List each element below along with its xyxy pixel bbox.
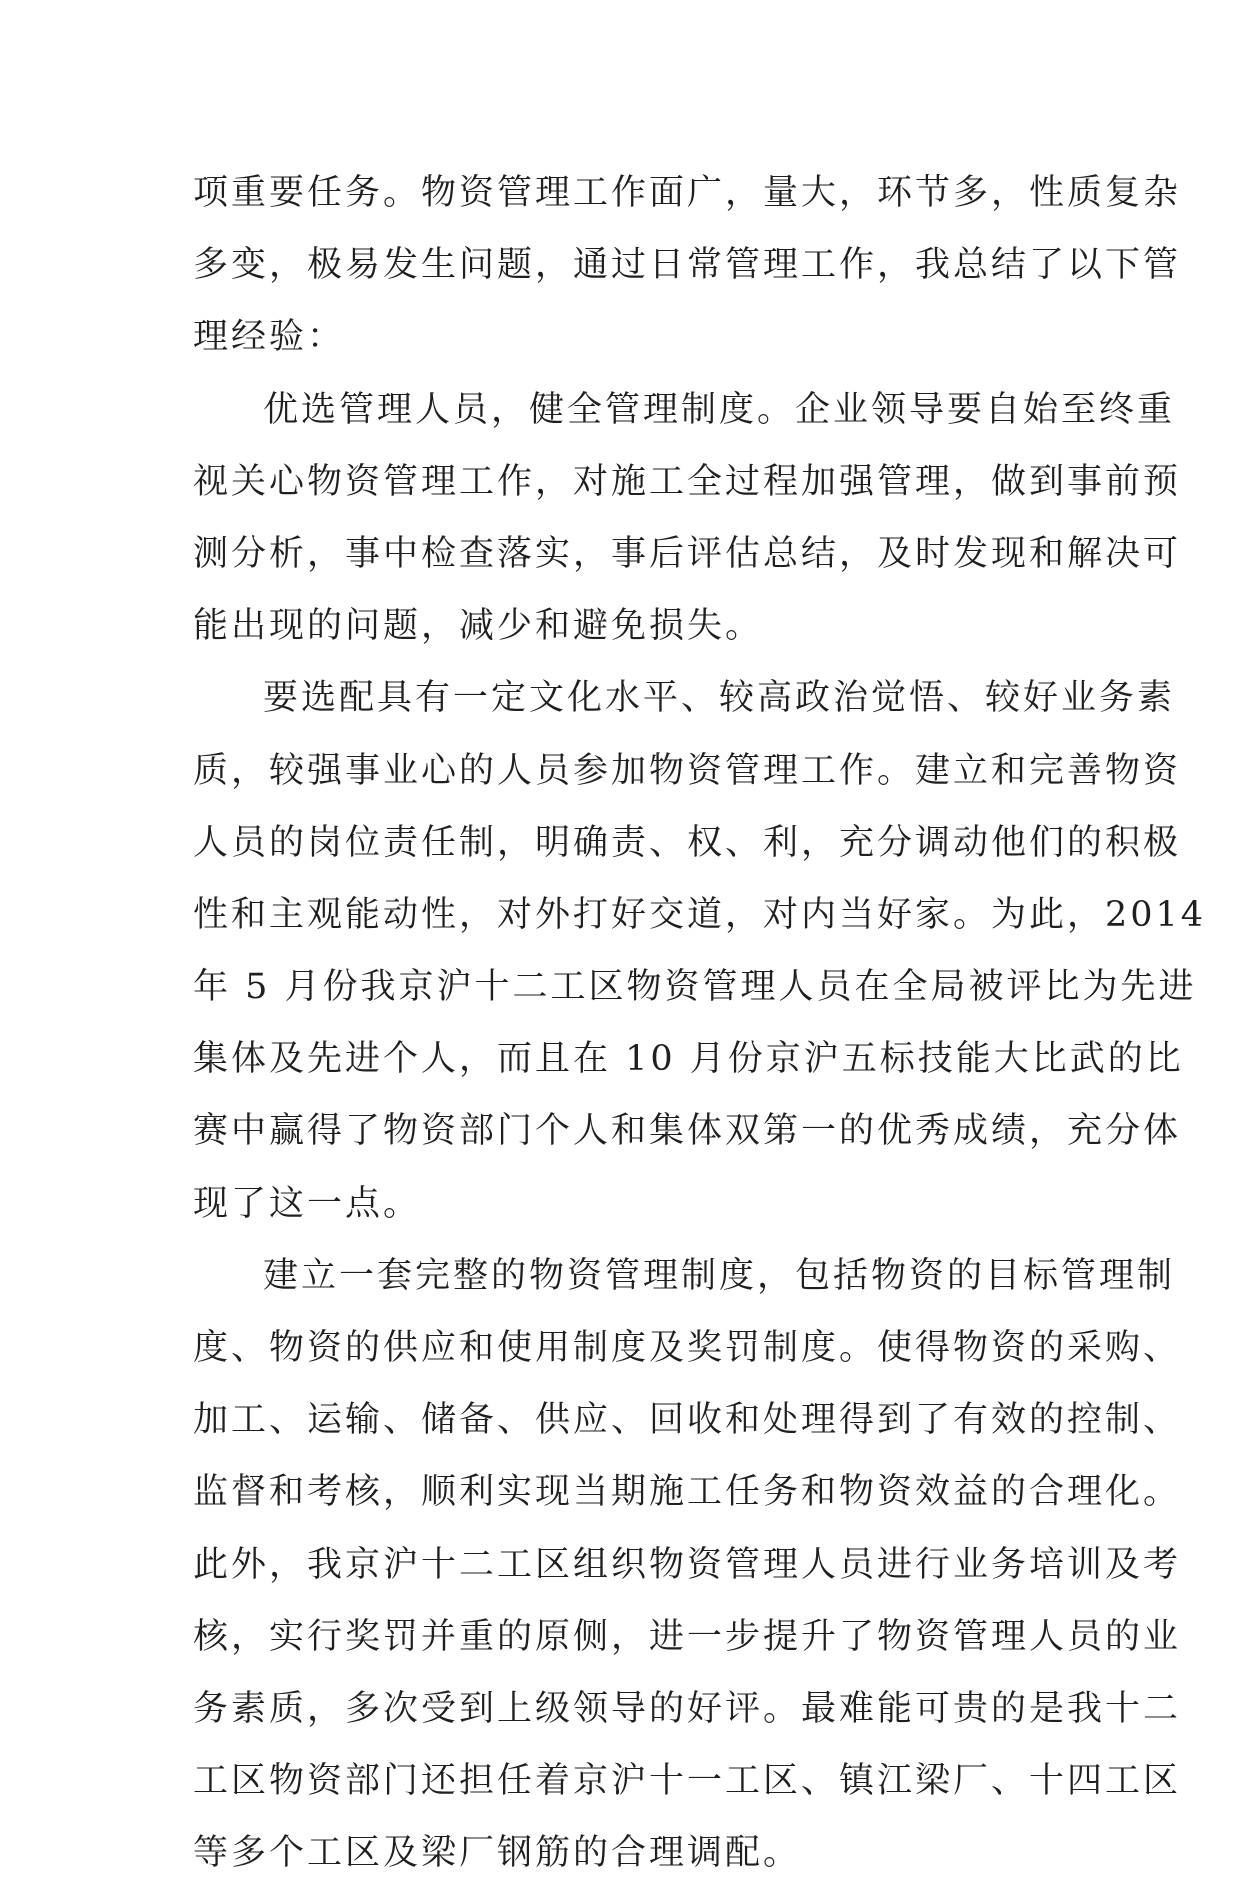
text-line: 核，实行奖罚并重的原侧，进一步提升了物资管理人员的业 bbox=[193, 1616, 1182, 1657]
text-line: 测分析，事中检查落实，事后评估总结，及时发现和解决可 bbox=[193, 533, 1182, 574]
text-line: 视关心物资管理工作，对施工全过程加强管理，做到事前预 bbox=[193, 461, 1182, 502]
text-line: 建立一套完整的物资管理制度，包括物资的目标管理制 bbox=[263, 1255, 1176, 1296]
text-line: 人员的岗位责任制，明确责、权、利，充分调动他们的积极 bbox=[193, 822, 1182, 863]
text-line: 等多个工区及梁厂钢筋的合理调配。 bbox=[193, 1833, 802, 1874]
text-line: 性和主观能动性，对外打好交道，对内当好家。为此，2014 bbox=[193, 894, 1207, 935]
text-line: 监督和考核，顺利实现当期施工任务和物资效益的合理化。 bbox=[193, 1472, 1182, 1513]
text-line: 优选管理人员，健全管理制度。企业领导要自始至终重 bbox=[263, 389, 1176, 430]
text-line: 度、物资的供应和使用制度及奖罚制度。使得物资的采购、 bbox=[193, 1328, 1182, 1368]
text-line: 现了这一点。 bbox=[193, 1183, 422, 1224]
text-line: 工区物资部门还担任着京沪十一工区、镇江梁厂、十四工区 bbox=[193, 1761, 1182, 1802]
paragraph-1 bbox=[193, 157, 1182, 374]
body-text bbox=[193, 157, 1207, 1890]
text-line: 要选配具有一定文化水平、较高政治觉悟、较好业务素 bbox=[263, 678, 1176, 719]
text-line: 能出现的问题，减少和避免损失。 bbox=[193, 606, 764, 647]
text-line: 务素质，多次受到上级领导的好评。最难能可贵的是我十二 bbox=[193, 1688, 1182, 1729]
text-line: 加工、运输、储备、供应、回收和处理得到了有效的控制、 bbox=[193, 1400, 1182, 1441]
text-line: 项重要任务。物资管理工作面广，量大，环节多，性质复杂 bbox=[193, 173, 1182, 213]
text-line: 赛中赢得了物资部门个人和集体双第一的优秀成绩，充分体 bbox=[193, 1111, 1182, 1152]
paragraph-2 bbox=[193, 374, 1182, 663]
text-line: 集体及先进个人，而且在 10 月份京沪五标技能大比武的比 bbox=[193, 1039, 1184, 1080]
text-line: 此外，我京沪十二工区组织物资管理人员进行业务培训及考 bbox=[193, 1544, 1182, 1585]
paragraph-3 bbox=[193, 662, 1207, 1240]
text-line: 理经验： bbox=[193, 317, 346, 358]
text-line: 年 5 月份我京沪十二工区物资管理人员在全局被评比为先进 bbox=[193, 967, 1197, 1008]
text-line: 多变，极易发生问题，通过日常管理工作，我总结了以下管 bbox=[193, 245, 1182, 286]
text-line: 质，较强事业心的人员参加物资管理工作。建立和完善物资 bbox=[193, 750, 1182, 791]
paragraph-4 bbox=[193, 1240, 1182, 1890]
